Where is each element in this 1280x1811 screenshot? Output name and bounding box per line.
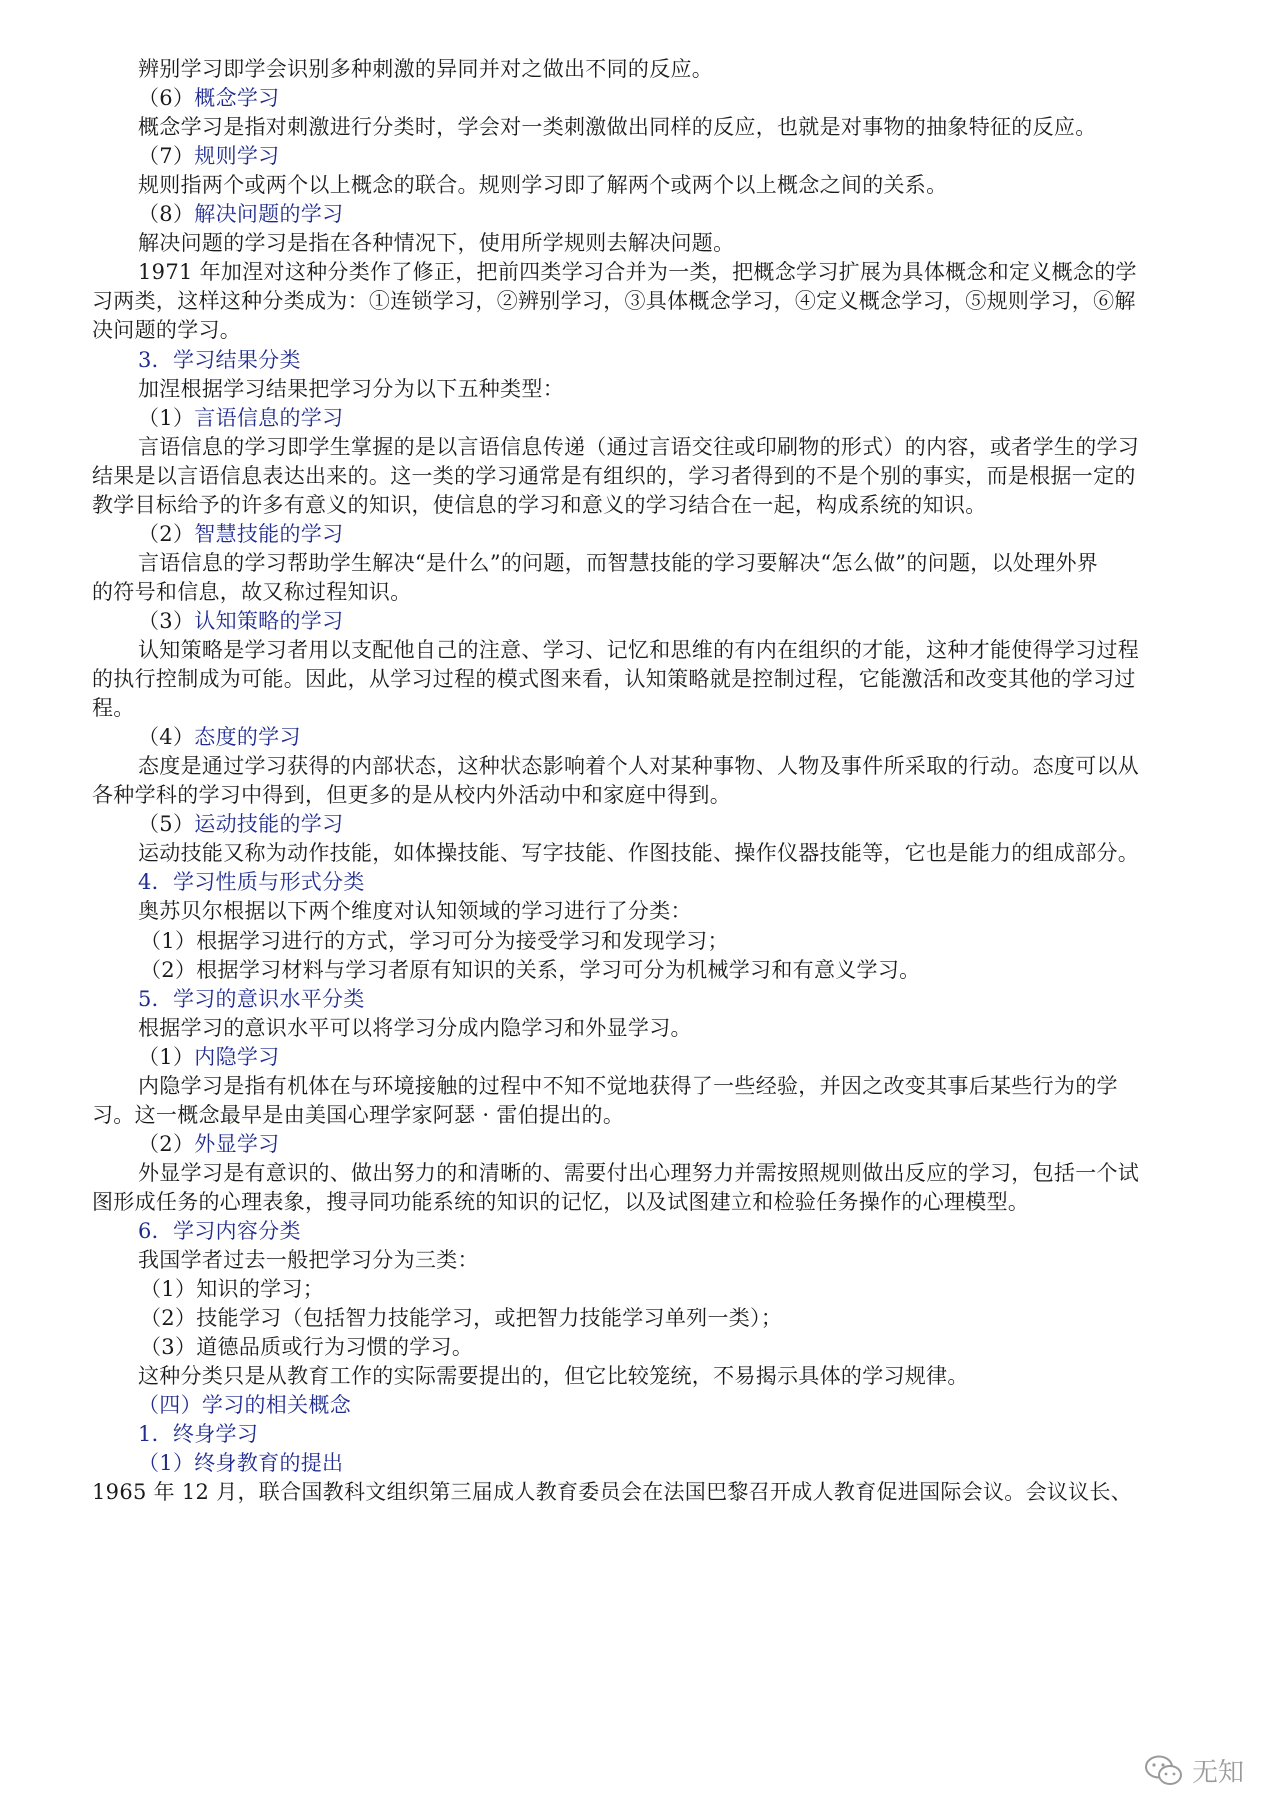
subheading-number: （1）: [138, 405, 195, 430]
paragraph-line: 结果是以言语信息表达出来的。这一类的学习通常是有组织的，学习者得到的不是个别的事实，而是根据一定的: [92, 463, 1136, 488]
subheading-label: 认知策略的学习: [194, 608, 344, 633]
wechat-icon: [1144, 1754, 1184, 1788]
paragraph-line: 1971 年加涅对这种分类作了修正，把前四类学习合并为一类，把概念学习扩展为具体概念和定义概念的学: [138, 260, 1137, 285]
subheading-label: 规则学习: [194, 144, 280, 169]
paragraph-line: 教学目标给予的许多有意义的知识，使信息的学习和意义的学习结合在一起，构成系统的知识。: [92, 492, 987, 517]
section-heading: 6．学习内容分类: [138, 1219, 301, 1243]
watermark-text: 无知: [1191, 1758, 1244, 1788]
subheading-number: （3）: [138, 608, 195, 633]
subheading-number: （2）: [138, 1131, 195, 1156]
paragraph-line: 习两类，这样这种分类成为：①连锁学习，②辨别学习，③具体概念学习，④定义概念学习，⑤规则学习，⑥解: [92, 289, 1136, 314]
paragraph-line: 根据学习的意识水平可以将学习分成内隐学习和外显学习。: [138, 1015, 692, 1040]
subheading-label: 运动技能的学习: [194, 812, 344, 837]
watermark: [1144, 1752, 1244, 1789]
paragraph-line: 态度是通过学习获得的内部状态，这种状态影响着个人对某种事物、人物及事件所采取的行动。态度可以从: [138, 754, 1140, 779]
subheading-number: （6）: [138, 86, 195, 111]
paragraph-line: 1965 年 12 月，联合国教科文组织第三届成人教育委员会在法国巴黎召开成人教育促进国际会议。会议议长、: [92, 1480, 1133, 1505]
paragraph-line: 我国学者过去一般把学习分为三类：: [138, 1248, 479, 1273]
subheading-label: 内隐学习: [194, 1044, 280, 1069]
paragraph-line: 习。这一概念最早是由美国心理学家阿瑟 · 雷伯提出的。: [92, 1102, 625, 1127]
section-heading: 3．学习结果分类: [138, 347, 301, 372]
paragraph-line: 言语信息的学习即学生掌握的是以言语信息传递（通过言语交往或印刷物的形式）的内容，或者学生的学习: [138, 434, 1140, 459]
paragraph-line: 辨别学习即学会识别多种刺激的异同并对之做出不同的反应。: [138, 57, 714, 81]
section-heading: 1．终身学习: [138, 1422, 259, 1447]
subheading-label: 解决问题的学习: [194, 202, 344, 227]
paragraph-line: 加涅根据学习结果把学习分为以下五种类型：: [138, 376, 564, 401]
paragraph-line: 言语信息的学习帮助学生解决“是什么”的问题，而智慧技能的学习要解决“怎么做”的问题，以处理外界: [138, 550, 1099, 575]
paragraph-line: 图形成任务的心理表象，搜寻同功能系统的知识的记忆，以及试图建立和检验任务操作的心理模型。: [92, 1189, 1030, 1214]
paragraph-line: 内隐学习是指有机体在与环境接触的过程中不知不觉地获得了一些经验，并因之改变其事后某些行为的学: [138, 1073, 1118, 1098]
paragraph-line: 解决问题的学习是指在各种情况下，使用所学规则去解决问题。: [138, 231, 735, 256]
subheading-number: （1）: [138, 1044, 195, 1069]
section-heading: （四）学习的相关概念: [138, 1393, 351, 1418]
paragraph-line: （2）技能学习（包括智力技能学习，或把智力技能学习单列一类）；: [140, 1306, 783, 1331]
subheading-label: 外显学习: [194, 1131, 280, 1156]
subheading-number: （7）: [138, 144, 195, 169]
paragraph-line: 程。: [92, 696, 135, 721]
paragraph-line: 这种分类只是从教育工作的实际需要提出的，但它比较笼统，不易揭示具体的学习规律。: [138, 1364, 969, 1389]
subheading-number: （4）: [138, 725, 195, 750]
paragraph-line: （1）知识的学习；: [140, 1277, 325, 1302]
paragraph-line: 奥苏贝尔根据以下两个维度对认知领域的学习进行了分类：: [138, 899, 692, 924]
section-heading: 5．学习的意识水平分类: [138, 986, 365, 1011]
paragraph-line: （3）道德品质或行为习惯的学习。: [140, 1335, 474, 1360]
paragraph-line: 的执行控制成为可能。因此，从学习过程的模式图来看，认知策略就是控制过程，它能激活和改变其他的学习过: [92, 667, 1136, 692]
section-heading: 4．学习性质与形式分类: [138, 870, 365, 895]
subheading-label: 言语信息的学习: [194, 405, 344, 430]
paragraph-line: 的符号和信息，故又称过程知识。: [92, 579, 412, 604]
paragraph-line: 运动技能又称为动作技能，如体操技能、写字技能、作图技能、操作仪器技能等，它也是能力的组成部分。: [138, 841, 1140, 866]
subheading-number: （2）: [138, 521, 195, 546]
subheading-label: 智慧技能的学习: [194, 521, 344, 546]
paragraph-line: （1）根据学习进行的方式，学习可分为接受学习和发现学习；: [140, 928, 729, 953]
paragraph-line: （2）根据学习材料与学习者原有知识的关系，学习可分为机械学习和有意义学习。: [140, 957, 921, 982]
subheading-number: （5）: [138, 812, 195, 837]
section-heading: （1）终身教育的提出: [138, 1451, 344, 1476]
subheading-label: 概念学习: [194, 86, 280, 111]
paragraph-line: 决问题的学习。: [92, 318, 242, 343]
paragraph-line: 规则指两个或两个以上概念的联合。规则学习即了解两个或两个以上概念之间的关系。: [138, 173, 948, 198]
paragraph-line: 概念学习是指对刺激进行分类时，学会对一类刺激做出同样的反应，也就是对事物的抽象特征的反应。: [138, 115, 1097, 140]
subheading-number: （8）: [138, 202, 195, 227]
paragraph-line: 认知策略是学习者用以支配他自己的注意、学习、记忆和思维的有内在组织的才能，这种才能使得学习过程: [138, 638, 1140, 662]
subheading-label: 态度的学习: [194, 725, 301, 750]
paragraph-line: 外显学习是有意识的、做出努力的和清晰的、需要付出心理努力并需按照规则做出反应的学习，包括一个试: [138, 1160, 1140, 1185]
paragraph-line: 各种学科的学习中得到，但更多的是从校内外活动中和家庭中得到。: [92, 783, 731, 808]
